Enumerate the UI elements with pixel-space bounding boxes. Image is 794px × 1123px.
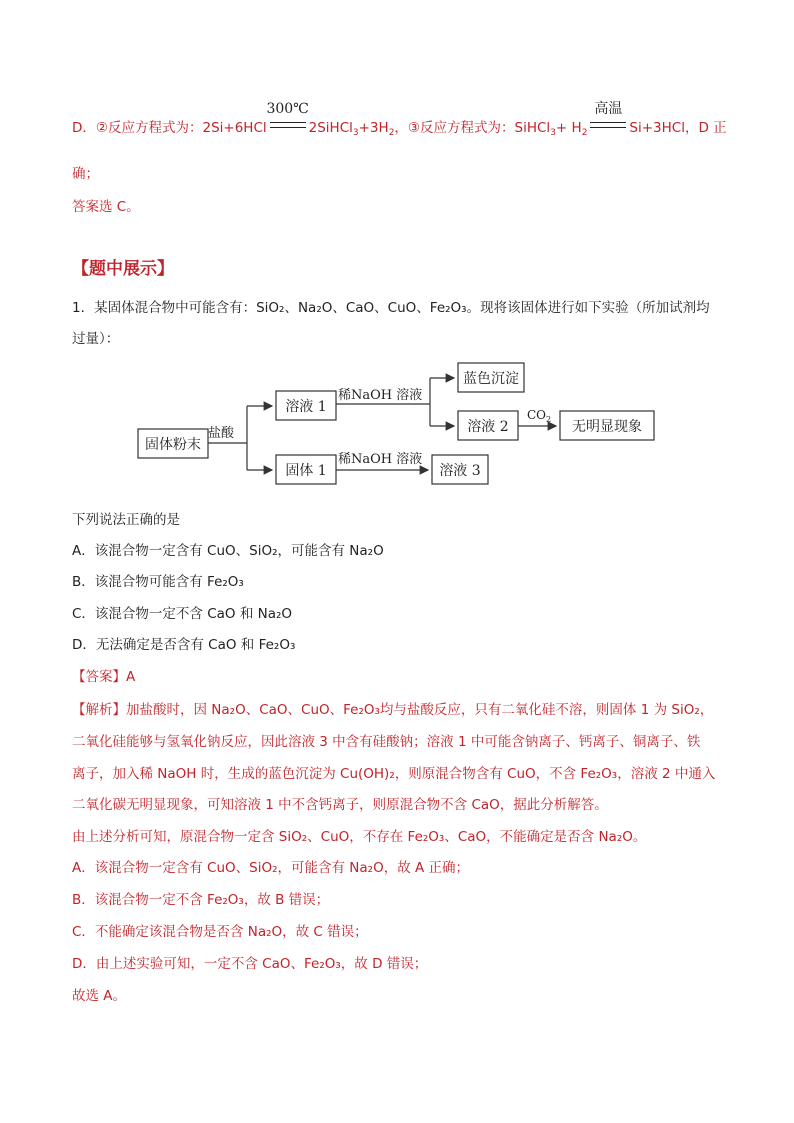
analysis-line-6: A．该混合物一定含有 CuO、SiO₂，可能含有 Na₂O，故 A 正确；: [72, 860, 470, 876]
analysis-line-9: D．由上述实验可知，一定不含 CaO、Fe₂O₃，故 D 错误；: [72, 956, 428, 972]
prev-option-d-cont: 确；: [72, 166, 99, 182]
reaction-condition-2: 高温: [594, 101, 623, 117]
analysis-line-7: B．该混合物一定不含 Fe₂O₃，故 B 错误；: [72, 892, 330, 908]
label-solution-2: 溶液 2: [467, 419, 509, 435]
option-c: C．该混合物一定不含 CaO 和 Na₂O: [72, 606, 293, 622]
analysis-line-4: 二氧化碳无明显现象，可知溶液 1 中不含钙离子，则原混合物不含 CaO，据此分析解答。: [72, 797, 608, 813]
eq1-product: 2SiHCl: [308, 120, 353, 136]
analysis-line-5: 由上述分析可知，原混合物一定含 SiO₂、CuO，不存在 Fe₂O₃、CaO，不能确定是否含 Na₂O。: [72, 829, 647, 845]
prev-option-d-prefix: D．②反应方程式为：2Si+6HCl: [72, 120, 267, 136]
section-title: 【题中展示】: [72, 259, 174, 279]
answer-line: 【答案】A: [72, 669, 136, 685]
question-prompt: 下列说法正确的是: [72, 512, 180, 528]
label-co2: $CO_2$: [527, 408, 552, 424]
prev-option-d-mid: ，③反应方程式为：SiHCl: [394, 120, 551, 136]
prev-answer: 答案选 C。: [72, 199, 140, 215]
option-d: D．无法确定是否含有 CaO 和 Fe₂O₃: [72, 637, 296, 653]
label-hcl: 盐酸: [208, 426, 235, 441]
prev-option-d-line: D．②反应方程式为：2Si+6HCl 300℃ $2SiHCl_3+3H_2$，③反应方程式为：SiHCl$_3$+ $H_2$ 高温 Si+3HCl，D 正: [72, 101, 727, 138]
analysis-line-1: 【解析】加盐酸时，因 Na₂O、CaO、CuO、Fe₂O₃均与盐酸反应，只有二氧化硅不溶，则固体 1 为 SiO₂，: [72, 702, 714, 718]
label-no-change: 无明显现象: [572, 419, 642, 435]
label-solid-powder: 固体粉末: [145, 437, 201, 453]
prev-option-d-plus: + H: [555, 120, 582, 136]
reaction-condition-1: 300℃: [266, 101, 309, 117]
experiment-flow-diagram: [0, 0, 794, 500]
label-blue-ppt: 蓝色沉淀: [463, 371, 519, 387]
prev-option-d-end: Si+3HCl，D 正: [629, 120, 727, 136]
label-naoh-bottom: 稀NaOH 溶液: [338, 452, 423, 467]
question-line-2: 过量）：: [72, 331, 120, 347]
label-naoh-top: 稀NaOH 溶液: [338, 388, 423, 403]
analysis-line-2: 二氧化硅能够与氢氧化钠反应，因此溶液 3 中含有硅酸钠；溶液 1 中可能含钠离子、钙离子、铜离子、铁: [72, 734, 701, 750]
analysis-line-8: C．不能确定该混合物是否含 Na₂O，故 C 错误；: [72, 924, 368, 940]
option-b: B．该混合物可能含有 Fe₂O₃: [72, 574, 244, 590]
option-a: A．该混合物一定含有 CuO、SiO₂，可能含有 Na₂O: [72, 543, 384, 559]
question-line-1: 1．某固体混合物中可能含有：SiO₂、Na₂O、CaO、CuO、Fe₂O₃。现将该固体进行如下实验（所加试剂均: [72, 300, 710, 316]
analysis-line-3: 离子，加入稀 NaOH 时，生成的蓝色沉淀为 Cu(OH)₂，则原混合物含有 CuO，不含 Fe₂O₃，溶液 2 中通入: [72, 766, 716, 782]
analysis-line-10: 故选 A。: [72, 988, 127, 1004]
label-solution-3: 溶液 3: [439, 463, 481, 479]
label-solid-1: 固体 1: [285, 463, 327, 479]
eq1-tail: +3H: [358, 120, 389, 136]
label-solution-1: 溶液 1: [285, 399, 327, 415]
